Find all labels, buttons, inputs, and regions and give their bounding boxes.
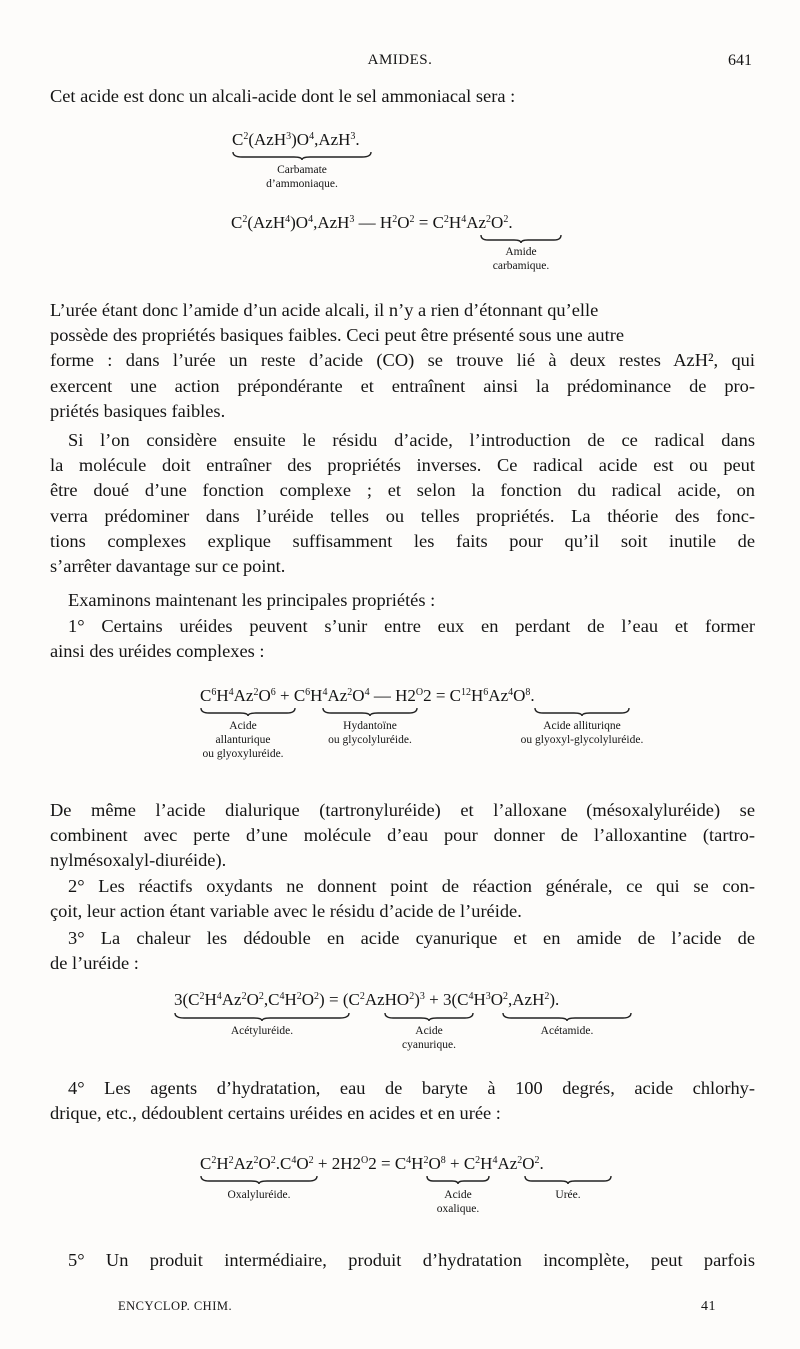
caption-line: Carbamate	[277, 164, 327, 176]
caption-line: carbamique.	[492, 260, 550, 272]
paragraph-intro: Cet acide est donc un alcali-acide dont le sel ammoniacal sera :	[50, 86, 516, 106]
brace	[426, 1175, 490, 1185]
caption-line: d’ammoniaque.	[266, 178, 338, 190]
text-line: 2° Les réactifs oxydants ne donnent point de réaction générale, ce qui se con-	[68, 876, 755, 896]
formula-term: $C^6H^4Az^2O^4$	[293, 686, 370, 705]
caption-line: Oxalyluréide.	[227, 1189, 291, 1201]
text-line: De même l’acide dialurique (tartronyluréide) et l’alloxane (mésoxalyluréide) se	[50, 800, 755, 820]
footer-journal: ENCYCLOP. CHIM.	[118, 1299, 233, 1313]
brace	[200, 1175, 318, 1185]
caption-line: Urée.	[555, 1189, 581, 1201]
header-title: AMIDES.	[367, 52, 433, 68]
paragraph-property-2	[50, 874, 755, 924]
text-line: nylmésoxalyl-diuréide).	[50, 850, 227, 871]
formula-caption	[222, 163, 382, 191]
formula-caption	[369, 1024, 489, 1052]
formula-caption	[192, 1024, 332, 1038]
formula-caption	[507, 1024, 627, 1038]
footer-sheet-number: 41	[701, 1299, 716, 1314]
formula-term: $2^O2$	[352, 1154, 377, 1173]
operator: =	[431, 686, 450, 705]
formula-caption	[487, 719, 677, 747]
text-line: ainsi des uréides complexes :	[50, 641, 265, 662]
text-line: 4° Les agents d’hydratation, eau de baryte à 100 degrés, acide chlorhy-	[68, 1078, 755, 1098]
formula-carbamic-amide	[231, 213, 513, 233]
formula-term: $C^2H^2Az^2O^2.C^4O^2$	[200, 1154, 314, 1173]
paragraph-dialurique	[50, 798, 755, 874]
text-line: verra prédominer dans l’uréide telles ou telles propriétés. La théorie des fonc-	[50, 505, 755, 526]
page-number: 641	[728, 52, 752, 69]
caption-line: Acide allituriqne	[543, 720, 621, 732]
caption-line: ou glycolyluréide.	[328, 734, 412, 746]
text-line: s’arrêter davantage sur ce point.	[50, 556, 286, 577]
formula-term: $2^O2$	[407, 686, 432, 705]
caption-line: Hydantoïne	[343, 720, 397, 732]
paragraph-property-4	[50, 1076, 755, 1126]
formula-caption	[295, 719, 445, 747]
brace	[322, 707, 418, 717]
text-line: la molécule doit entraîner des propriétés inverses. Ce radical acide est ou peut	[50, 455, 755, 476]
text-line: tions complexes explique suffisamment les faits pour qu’il soit inutile de	[50, 530, 755, 551]
operator: — H	[369, 686, 408, 705]
operator: =	[376, 1154, 395, 1173]
caption-line: Acétyluréide.	[230, 1025, 294, 1037]
text-line: être doué d’une fonction complexe ; et selon la fonction du radical acide, on	[50, 480, 755, 501]
caption-line: cyanurique.	[402, 1039, 456, 1051]
operator: +	[424, 990, 443, 1009]
formula-term: $3(C^4H^3O^2,AzH^2)$.	[442, 990, 560, 1009]
formula-caption	[194, 1188, 324, 1202]
formula-term: $C^6H^4Az^2O^6$	[200, 686, 276, 705]
caption-line: Acide	[229, 720, 257, 732]
paragraph-uree	[50, 298, 755, 424]
caption-line: ou glyoxyluréide.	[202, 748, 284, 760]
operator: + 2H	[313, 1154, 353, 1173]
caption-line: Amide	[505, 246, 537, 258]
text-line: Si l’on considère ensuite le résidu d’acide, l’introduction de ce radical dans	[68, 430, 755, 450]
brace	[502, 1012, 632, 1022]
formula-oxalylureide	[200, 1154, 544, 1174]
text-line: çoit, leur action étant variable avec le résidu d’acide de l’uréide.	[50, 901, 522, 922]
operator: +	[445, 1154, 464, 1173]
formula-acetylureide	[174, 990, 559, 1010]
text-line: drique, etc., dédoublent certains uréides en acides et en urée :	[50, 1103, 501, 1124]
text-line	[50, 348, 755, 373]
formula-caption	[461, 245, 581, 273]
brace	[384, 1012, 474, 1022]
page-footer	[118, 1299, 716, 1319]
formula-complex-ureide	[200, 686, 535, 706]
text-line: possède des propriétés basiques faibles. Ceci peut être présenté sous une autre	[50, 325, 625, 346]
paragraph-property-3	[50, 926, 755, 976]
brace	[200, 707, 296, 717]
formula-text: $C^2H^4Az^2O^2$.	[432, 213, 513, 232]
text-span: exercent une action prépondérante et entraînent ainsi la prédominance de pro-	[50, 375, 755, 396]
caption-line: allanturique	[215, 734, 271, 746]
paragraph-property-5: 5° Un produit intermédiaire, produit d’hydratation incomplète, peut parfois	[68, 1250, 755, 1270]
formula-caption	[528, 1188, 608, 1202]
caption-line: ou glyoxyl-glycolyluréide.	[520, 734, 644, 746]
text-line: priétés basiques faibles.	[50, 400, 226, 421]
text-line	[50, 374, 755, 399]
formula-text: $C^2(AzH^3)O^4,AzH^3$.	[232, 130, 360, 149]
formula-caption	[408, 1188, 508, 1216]
text-line: combinent avec perte d’une molécule d’eau pour donner de l’alloxantine (tartro-	[50, 825, 755, 846]
operator: =	[324, 990, 343, 1009]
brace	[480, 234, 562, 244]
formula-text: $C^2(AzH^4)O^4,AzH^3$ — $H^2O^2$ =	[231, 213, 433, 232]
text-line: 3° La chaleur les dédouble en acide cyanurique et en amide de l’acide de	[68, 928, 755, 948]
brace	[174, 1012, 350, 1022]
paragraph-residu	[50, 428, 755, 579]
formula-carbamate	[232, 130, 360, 150]
text-line: 1° Certains uréides peuvent s’unir entre eux en perdant de l’eau et former	[68, 616, 755, 636]
brace	[524, 1175, 612, 1185]
caption-line: Acide	[444, 1189, 472, 1201]
text-line: L’urée étant donc l’amide d’un acide alcali, il n’y a rien d’étonnant qu’elle	[50, 300, 599, 320]
operator: +	[275, 686, 294, 705]
caption-line: Acide	[415, 1025, 443, 1037]
brace	[534, 707, 630, 717]
text-line: de l’uréide :	[50, 953, 139, 974]
paragraph-property-1	[50, 614, 755, 664]
running-header	[0, 52, 800, 74]
paragraph-examinons: Examinons maintenant les principales propriétés :	[68, 590, 436, 610]
caption-line: Acétamide.	[540, 1025, 594, 1037]
formula-term: $C^2H^4Az^2O^2$.	[463, 1154, 544, 1173]
formula-term: $3(C^2H^4Az^2O^2,C^4H^2O^2)$	[174, 990, 325, 1009]
text-span: forme : dans l’urée un reste d’acide (CO) se trouve lié à deux restes AzH², qui	[50, 350, 755, 371]
caption-line: oxalique.	[436, 1203, 480, 1215]
formula-term: $C^4H^2O^8$	[394, 1154, 446, 1173]
brace	[232, 151, 372, 161]
formula-term: $C^{12}H^6Az^4O^8$.	[449, 686, 535, 705]
formula-term: $(C^2AzHO^2)^3$	[342, 990, 425, 1009]
